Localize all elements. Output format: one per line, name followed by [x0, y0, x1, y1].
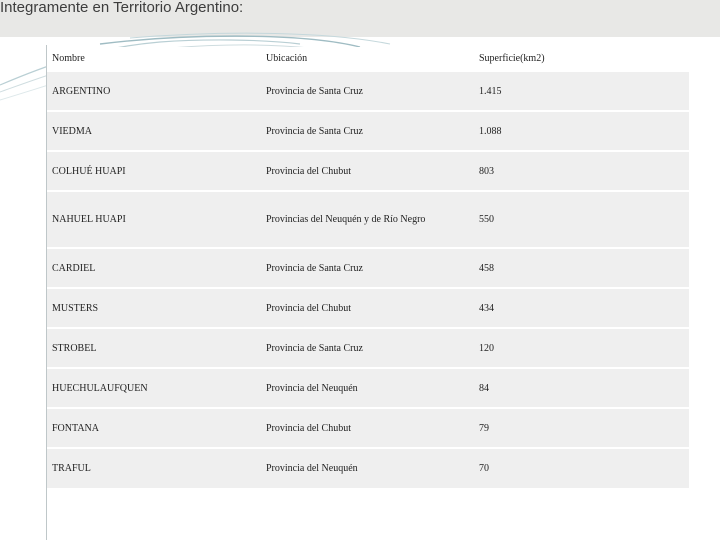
cell-superficie: 803 [479, 165, 494, 177]
header-ubicacion: Ubicación [266, 53, 308, 64]
slide-title: Integramente en Territorio Argentino: [0, 0, 244, 16]
cell-superficie: 79 [479, 422, 489, 434]
cell-ubicacion: Provincia del Neuquén [266, 463, 358, 474]
cell-nombre: ARGENTINO [52, 85, 111, 97]
cell-superficie: 434 [479, 302, 494, 314]
cell-ubicacion: Provincia de Santa Cruz [266, 262, 363, 274]
cell-superficie: 120 [479, 342, 494, 354]
cell-superficie: 550 [479, 214, 494, 225]
table-row [47, 248, 689, 288]
cell-ubicacion: Provincia de Santa Cruz [266, 125, 363, 137]
cell-nombre: CARDIEL [52, 262, 96, 274]
table-row [47, 191, 689, 248]
cell-superficie: 70 [479, 463, 489, 474]
table-row [47, 71, 689, 111]
table-row [47, 368, 689, 408]
cell-ubicacion: Provincia del Chubut [266, 302, 351, 314]
table-row [47, 328, 689, 368]
cell-nombre: COLHUÉ HUAPI [52, 165, 126, 177]
cell-nombre: FONTANA [52, 422, 99, 434]
cell-nombre: HUECHULAUFQUEN [52, 382, 148, 394]
cell-nombre: STROBEL [52, 342, 97, 354]
lakes-table [47, 47, 689, 488]
table-row [47, 448, 689, 488]
table-header-row [47, 47, 689, 71]
table-row [47, 408, 689, 448]
cell-ubicacion: Provincias del Neuquén y de Río Negro [266, 214, 426, 225]
table-row [47, 288, 689, 328]
cell-superficie: 458 [479, 262, 494, 274]
cell-nombre: NAHUEL HUAPI [52, 214, 126, 225]
cell-superficie: 84 [479, 382, 489, 394]
cell-ubicacion: Provincia del Neuquén [266, 382, 358, 394]
cell-nombre: TRAFUL [52, 463, 91, 474]
cell-nombre: MUSTERS [52, 302, 99, 314]
header-superficie: Superficie(km2) [479, 53, 545, 64]
cell-ubicacion: Provincia del Chubut [266, 165, 351, 177]
cell-superficie: 1.415 [479, 85, 502, 97]
cell-ubicacion: Provincia de Santa Cruz [266, 85, 363, 97]
cell-superficie: 1.088 [479, 125, 502, 137]
header-nombre: Nombre [52, 53, 85, 64]
table-row [47, 151, 689, 191]
cell-ubicacion: Provincia del Chubut [266, 422, 351, 434]
cell-nombre: VIEDMA [52, 125, 92, 137]
cell-ubicacion: Provincia de Santa Cruz [266, 342, 363, 354]
table-row [47, 111, 689, 151]
